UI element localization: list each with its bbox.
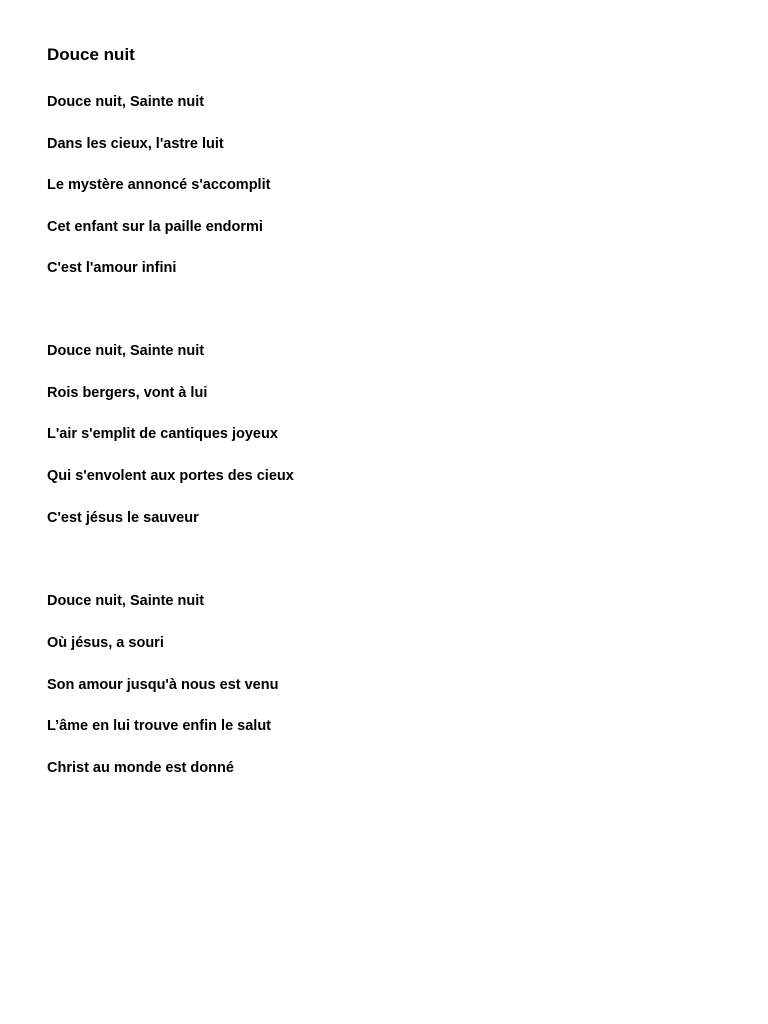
stanza-3-line-1: Douce nuit, Sainte nuit (47, 593, 205, 609)
stanza-2-line-2: Rois bergers, vont à lui (47, 385, 208, 401)
stanza-3-line-2: Où jésus, a souri (47, 635, 164, 651)
stanza-1-line-1: Douce nuit, Sainte nuit (47, 94, 205, 110)
stanza-2-line-1: Douce nuit, Sainte nuit (47, 343, 205, 359)
stanza-1-line-4: Cet enfant sur la paille endormi (47, 219, 263, 235)
stanza-2-line-5: C'est jésus le sauveur (47, 510, 199, 526)
stanza-3-line-5: Christ au monde est donné (47, 760, 234, 776)
stanza-1-line-5: C'est l'amour infini (47, 260, 177, 276)
stanza-3-line-4: L’âme en lui trouve enfin le salut (47, 718, 271, 734)
stanza-1-line-2: Dans les cieux, l'astre luit (47, 136, 224, 152)
stanza-1-line-3: Le mystère annoncé s'accomplit (47, 177, 271, 193)
stanza-2-line-4: Qui s'envolent aux portes des cieux (47, 468, 294, 484)
document-title: Douce nuit (47, 45, 135, 64)
stanza-2-line-3: L'air s'emplit de cantiques joyeux (47, 426, 278, 442)
stanza-3-line-3: Son amour jusqu'à nous est venu (47, 677, 279, 693)
